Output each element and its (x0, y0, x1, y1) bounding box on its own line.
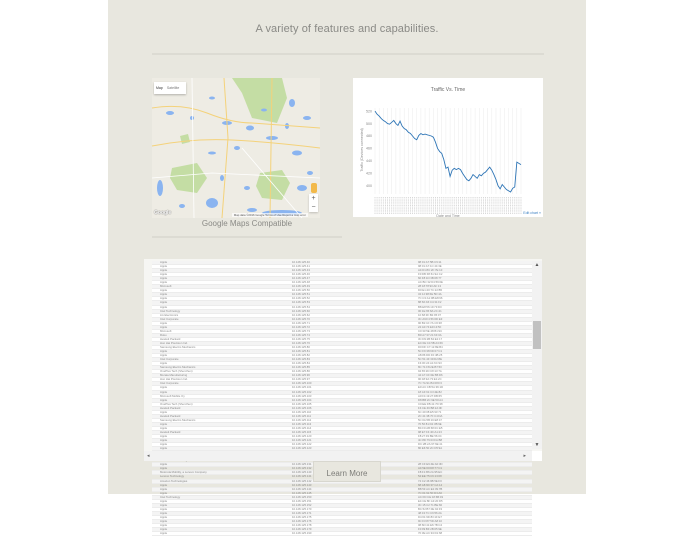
ip-cell: 10.128.125.122 (292, 442, 312, 447)
traffic-chart (353, 78, 543, 217)
ip-cell: 10.128.125.50 (292, 288, 310, 293)
mac-cell: 70:56:81:D2:3B:9E (418, 421, 442, 426)
mac-cell: 7C:01:91:5F:D3:A6 (418, 490, 442, 495)
scroll-up-arrow-icon[interactable]: ▲ (534, 262, 540, 268)
map-type-map[interactable]: Map (156, 86, 163, 90)
vendor-cell: Intel Corporate (160, 381, 179, 386)
mac-cell: E0:AC:CB:5A:96:1D (418, 385, 444, 390)
map-type-control[interactable] (154, 82, 186, 94)
divider (152, 236, 342, 238)
mac-cell: A4:D1:8C:2F:7E:10 (418, 268, 443, 273)
ip-cell: 10.128.125.110 (292, 409, 312, 414)
svg-text:420: 420 (366, 171, 372, 176)
mac-cell: 5C:51:4F:39:D2:8E (418, 357, 442, 362)
mac-cell: 44:A7:CF:0E:5B:D6 (418, 373, 443, 378)
mac-cell: 54:EE:75:C6:13:08 (418, 474, 442, 479)
mac-cell: 70:3E:AC:94:D1:68 (418, 531, 443, 536)
svg-text:520: 520 (366, 109, 372, 114)
ip-cell: 10.128.125.175 (292, 514, 312, 519)
edit-chart-link[interactable]: Edit chart » (523, 211, 541, 215)
ip-cell: 10.128.125.41 (292, 264, 310, 269)
ip-cell: 10.128.125.102 (292, 389, 312, 394)
ip-cell: 10.128.125.74 (292, 332, 310, 337)
vendor-cell: Apple (160, 466, 168, 471)
vendor-cell: Apple (160, 425, 168, 430)
ip-cell: 10.128.125.142 (292, 478, 312, 483)
vendor-cell: Apple (160, 527, 168, 532)
ip-cell: 10.128.125.73 (292, 328, 310, 333)
mac-cell: 3C:15:C2:71:BE:82 (418, 502, 443, 507)
mac-cell: 28:18:78:90:AF:13 (418, 284, 442, 289)
learn-more-button[interactable]: Learn More (313, 461, 381, 482)
ip-cell: 10.128.125.85 (292, 365, 310, 370)
vendor-cell: LG Electronics (160, 312, 179, 317)
vendor-cell: Apple (160, 462, 168, 467)
ip-cell: 10.128.125.83 (292, 357, 310, 362)
ip-cell: 10.128.125.132 (292, 466, 312, 471)
ip-cell: 10.128.125.114 (292, 425, 312, 430)
ip-cell: 10.128.125.47 (292, 276, 310, 281)
ip-cell: 10.128.125.82 (292, 353, 310, 358)
ip-cell: 10.128.125.86 (292, 369, 310, 374)
ip-cell: 10.128.125.145 (292, 490, 312, 495)
mac-cell: 08:6D:41:E6:7B:C4 (418, 523, 443, 528)
ip-cell: 10.128.125.48 (292, 280, 310, 285)
ip-cell: 10.128.125.100 (292, 381, 312, 386)
mac-cell: 80:E6:50:2C:D5:9A (418, 446, 443, 451)
vendor-cell: OnePlus Tech (Shenzhen) (160, 401, 193, 406)
vendor-cell: Apple (160, 268, 168, 273)
vendor-cell: Apple (160, 490, 168, 495)
vendor-cell: Apple (160, 510, 168, 515)
ip-cell: 10.128.125.97 (292, 377, 310, 382)
vendor-cell: Hon Hai Precision Ind. (160, 377, 188, 382)
vendor-cell: Apple (160, 506, 168, 511)
ip-cell: 10.128.125.75 (292, 336, 310, 341)
map-caption: Google Maps Compatible (201, 219, 293, 228)
ip-cell: 10.128.125.51 (292, 292, 310, 297)
mac-cell: D0:E1:40:7C:22:B5 (418, 288, 443, 293)
mac-cell: 48:43:7C:C9:56:2A (418, 510, 442, 515)
vendor-cell: Intel Technology (160, 308, 181, 313)
ip-cell: 10.128.125.70 (292, 316, 310, 321)
mac-cell: 88:66:A5:C4:31:F2 (418, 300, 442, 305)
mac-cell: B0:A7:37:21:6F:0A (418, 332, 442, 337)
map-zoom-control[interactable] (309, 194, 318, 212)
vendor-cell: Apple (160, 482, 168, 487)
vendor-cell: Apple (160, 397, 168, 402)
vendor-cell: Hon Hai Precision Ind. (160, 340, 188, 345)
vendor-cell: Intel Corporate (160, 316, 179, 321)
vendor-cell: Apple (160, 320, 168, 325)
mac-cell: 74:C2:46:9B:5E:F0 (418, 478, 442, 483)
mac-cell: 90:48:9A:73:E1:2C (418, 377, 442, 382)
mac-cell: DC:2B:2A:97:6E:41 (418, 442, 443, 447)
vendor-cell: Apple (160, 514, 168, 519)
ip-cell: 10.128.125.80 (292, 344, 310, 349)
mac-cell: D8:BB:2C:9E:50:A4 (418, 397, 443, 402)
section-heading: A variety of features and capabilities. (255, 23, 439, 35)
mac-cell: 3C:D9:2B:84:E2:17 (418, 336, 443, 341)
ip-cell: 10.128.125.62 (292, 312, 310, 317)
vendor-cell: Apple (160, 389, 168, 394)
ip-cell: 10.128.125.112 (292, 417, 312, 422)
scroll-left-arrow-icon[interactable]: ◂ (147, 453, 150, 459)
mac-cell: 00:1E:65:8A:2C:41 (418, 308, 442, 313)
mac-cell: A0:F4:19:27:DB:65 (418, 393, 442, 398)
scrollbar-corner (532, 451, 542, 461)
vendor-cell: Murata Manufacturing (160, 373, 188, 378)
mac-cell: 8C:71:F8:2E:B7:50 (418, 365, 442, 370)
mac-cell: 7C:7A:91:B4:08:F3 (418, 381, 442, 386)
mac-cell: 18:AF:61:C3:4E:82 (418, 389, 442, 394)
ip-cell: 10.128.125.54 (292, 304, 310, 309)
vendor-cell: Samsung Electro Mechanics (160, 344, 196, 349)
table-row[interactable] (152, 532, 532, 536)
vendor-cell: Apple (160, 264, 168, 269)
ip-cell: 10.128.125.179 (292, 527, 312, 532)
ip-cell: 10.128.125.150 (292, 494, 312, 499)
vendor-cell: Hewlett Packard (160, 429, 181, 434)
svg-text:400: 400 (366, 183, 372, 188)
vendor-cell: Apple (160, 434, 168, 439)
vendor-cell: Apple (160, 361, 168, 366)
scrollbar-thumb[interactable] (533, 321, 541, 349)
ip-cell: 10.128.125.96 (292, 373, 310, 378)
vendor-cell: Apple (160, 385, 168, 390)
ip-cell: 10.128.125.81 (292, 349, 310, 354)
ip-cell: 10.128.125.121 (292, 438, 312, 443)
zoom-in-button[interactable]: + (311, 195, 316, 202)
chart-plot (353, 78, 543, 217)
vendor-cell: Apple (160, 260, 168, 264)
divider (152, 53, 544, 55)
ip-cell: 10.128.125.176 (292, 519, 312, 523)
ip-cell: 10.128.125.120 (292, 434, 312, 439)
vendor-cell: Microsoft (160, 328, 172, 333)
ip-cell: 10.128.125.170 (292, 506, 312, 511)
map-type-satellite[interactable]: Satellite (166, 86, 180, 90)
mac-cell: 60:F8:1D:3B:08:77 (418, 276, 442, 281)
ip-cell: 10.128.125.101 (292, 385, 312, 390)
vendor-cell: Apple (160, 531, 168, 536)
vendor-cell: Microsoft (160, 284, 172, 289)
mac-cell: 98:01:A7:1C:44:3E (418, 264, 442, 269)
ip-cell: 10.128.125.53 (292, 300, 310, 305)
mac-cell: B4:F0:AB:68:0C:E5 (418, 425, 443, 430)
mac-cell: C0:EE:FB:41:7D:38 (418, 401, 443, 406)
mac-cell: BC:52:B7:0E:94:F3 (418, 506, 443, 511)
ip-cell: 10.128.125.40 (292, 260, 310, 264)
vendor-cell: Apple (160, 523, 168, 528)
mac-cell: F0:99:BF:2B:05:9E (418, 527, 442, 532)
mac-cell: 2C:41:38:7F:C4:DA (418, 413, 443, 418)
svg-text:Date and Time: Date and Time (436, 214, 460, 218)
ip-cell: 10.128.125.52 (292, 296, 310, 301)
ip-cell: 10.128.125.151 (292, 498, 312, 503)
ip-cell: 10.128.125.103 (292, 393, 312, 398)
scroll-right-arrow-icon[interactable]: ▸ (523, 453, 526, 459)
mac-cell: B8:53:AC:E2:09:7B (418, 486, 443, 491)
vendor-cell: Hewlett Packard (160, 405, 181, 410)
ip-cell: 10.128.125.178 (292, 523, 312, 528)
vendor-cell: Roku (160, 332, 167, 337)
mac-cell: D4:61:9D:83:1F:E7 (418, 514, 442, 519)
ip-cell: 10.128.125.171 (292, 510, 312, 515)
svg-text:440: 440 (366, 159, 372, 164)
mac-cell: AC:FD:CE:18:6B:49 (418, 494, 444, 499)
vendor-cell: Apple (160, 276, 168, 281)
mac-cell: AC:BC:32:D4:59:0E (418, 280, 443, 285)
ip-cell: 10.128.125.46 (292, 272, 310, 277)
mac-cell: 94:65:2D:C8:13:7A (418, 369, 442, 374)
ip-cell: 10.128.125.141 (292, 474, 312, 479)
svg-text:500: 500 (366, 121, 372, 126)
vendor-cell: Apple (160, 519, 168, 523)
mac-cell: F4:0F:24:A1:6C:93 (418, 361, 442, 366)
mac-cell: 4C:8D:79:03:FA:B8 (418, 438, 443, 443)
vendor-cell: Intel Technology (160, 494, 181, 499)
zoom-out-button[interactable]: − (311, 204, 316, 211)
ip-cell: 10.128.125.143 (292, 482, 312, 487)
mac-cell: 5C:F9:38:6D:07:C1 (418, 349, 443, 354)
svg-text:480: 480 (366, 134, 372, 139)
vendor-cell: Samsung Electro Mechanics (160, 365, 196, 370)
mac-cell: C0:33:5E:48:B1:9C (418, 328, 443, 333)
mac-cell: 5C:0A:5B:16:E8:47 (418, 417, 442, 422)
vendor-cell: Apple (160, 349, 168, 354)
mac-cell: 10:68:3F:B2:95:07 (418, 312, 442, 317)
vendor-cell: Apple (160, 421, 168, 426)
mac-cell: F8:27:93:BE:56:0C (418, 434, 442, 439)
google-logo: Google (154, 210, 172, 216)
mac-cell: 34:12:98:6E:5D:4A (418, 292, 442, 297)
ip-cell: 10.128.125.152 (292, 502, 312, 507)
vendor-cell: Apple (160, 300, 168, 305)
mac-cell: 98:01:A7:5B:C9:11 (418, 260, 442, 264)
vendor-cell: Motorola Mobility, a Lenovo Company (160, 470, 207, 475)
chart-title: Traffic Vs. Time (430, 87, 466, 93)
features-panel (108, 0, 586, 536)
ip-cell: 10.128.125.144 (292, 486, 312, 491)
vendor-cell: Hewlett Packard (160, 336, 181, 341)
vendor-cell: Apple (160, 296, 168, 301)
scroll-down-arrow-icon[interactable]: ▼ (534, 442, 540, 448)
mac-cell: B8:E8:56:19:73:D0 (418, 304, 442, 309)
mac-cell: 98:E7:F4:4D:A1:23 (418, 429, 442, 434)
vendor-cell: Apple (160, 498, 168, 503)
mac-cell: 7C:C3:A1:0B:E8:96 (418, 296, 443, 301)
vendor-cell: Lenovo Technology (160, 474, 185, 479)
ip-cell: 10.128.125.113 (292, 421, 312, 426)
vendor-cell: Apple (160, 486, 168, 491)
vendor-cell: Apple (160, 280, 168, 285)
mac-cell: 90:B2:1F:7A:C6:38 (418, 320, 442, 325)
mac-cell: F0:DB:F8:61:9A:C2 (418, 272, 443, 277)
ip-cell: 10.128.125.115 (292, 429, 312, 434)
map-attribution[interactable]: Map data ©2016 Google Terms of Use Report a map error (233, 213, 306, 217)
ip-cell: 10.128.125.105 (292, 401, 312, 406)
mac-cell: F4:CE:46:B8:2A:0F (418, 405, 443, 410)
mac-cell: 68:A8:6D:37:CA:14 (418, 482, 443, 487)
mac-cell: 6C:40:08:E5:93:71 (418, 409, 442, 414)
vendor-cell: Hewlett Packard (160, 413, 181, 418)
svg-text:Traffic (Devices connected): Traffic (Devices connected) (360, 128, 364, 172)
vendor-cell: Amazon Technologies (160, 478, 188, 483)
ip-cell: 10.128.125.140 (292, 470, 312, 475)
vendor-cell: Apple (160, 438, 168, 443)
mac-cell: EC:0E:C4:5B:A3:69 (418, 340, 443, 345)
mac-cell: F8:F1:B6:2A:95:EC (418, 470, 443, 475)
vertical-scrollbar[interactable] (532, 261, 542, 449)
vendor-cell: Apple (160, 304, 168, 309)
vendor-cell: Apple (160, 353, 168, 358)
ip-cell: 10.128.125.104 (292, 397, 312, 402)
mac-cell: 24:A0:74:E9:13:5F (418, 324, 442, 329)
ip-cell: 10.128.125.190 (292, 531, 312, 536)
map-tiles (152, 78, 320, 218)
svg-text:460: 460 (366, 146, 372, 151)
ip-cell: 10.128.125.84 (292, 361, 310, 366)
vendor-cell: Apple (160, 409, 168, 414)
mac-cell: 9C:F3:87:5D:A8:10 (418, 519, 442, 523)
vendor-cell: Apple (160, 324, 168, 329)
vendor-cell: OnePlus Tech (Shenzhen) (160, 369, 193, 374)
vendor-cell: Apple (160, 446, 168, 451)
vendor-cell: Apple (160, 292, 168, 297)
ip-cell: 10.128.125.43 (292, 268, 310, 273)
ip-cell: 10.128.125.71 (292, 320, 310, 325)
ip-cell: 10.128.125.49 (292, 284, 310, 289)
ip-cell: 10.128.125.123 (292, 446, 312, 451)
ip-cell: 10.128.125.76 (292, 340, 310, 345)
vendor-cell: Apple (160, 288, 168, 293)
vendor-cell: Microsoft Mobile Oy (160, 393, 185, 398)
mac-cell: D0:DF:C7:12:8E:B4 (418, 344, 443, 349)
google-map[interactable] (152, 78, 320, 218)
ip-cell: 10.128.125.111 (292, 413, 312, 418)
horizontal-scrollbar[interactable] (144, 451, 532, 461)
mac-cell: 3C:A9:F4:56:0D:E3 (418, 316, 443, 321)
street-view-pegman-icon[interactable] (311, 183, 317, 193)
mac-cell: A8:86:DD:F0:4B:25 (418, 353, 443, 358)
ip-cell: 10.128.125.106 (292, 405, 312, 410)
ip-cell: 10.128.125.72 (292, 324, 310, 329)
vendor-cell: Samsung Electro Mechanics (160, 417, 196, 422)
mac-cell: A4:5E:60:D8:77:C1 (418, 466, 443, 471)
vendor-cell: Apple (160, 272, 168, 277)
mac-cell: E4:CE:8F:A3:20:D5 (418, 498, 443, 503)
ip-cell: 10.128.125.60 (292, 308, 310, 313)
ip-cell: 10.128.125.131 (292, 462, 312, 467)
vendor-cell: Intel Corporate (160, 357, 179, 362)
vendor-cell: Apple (160, 442, 168, 447)
vendor-cell: Apple (160, 502, 168, 507)
mac-cell: 28:CF:E9:4E:A0:3D (418, 462, 443, 467)
